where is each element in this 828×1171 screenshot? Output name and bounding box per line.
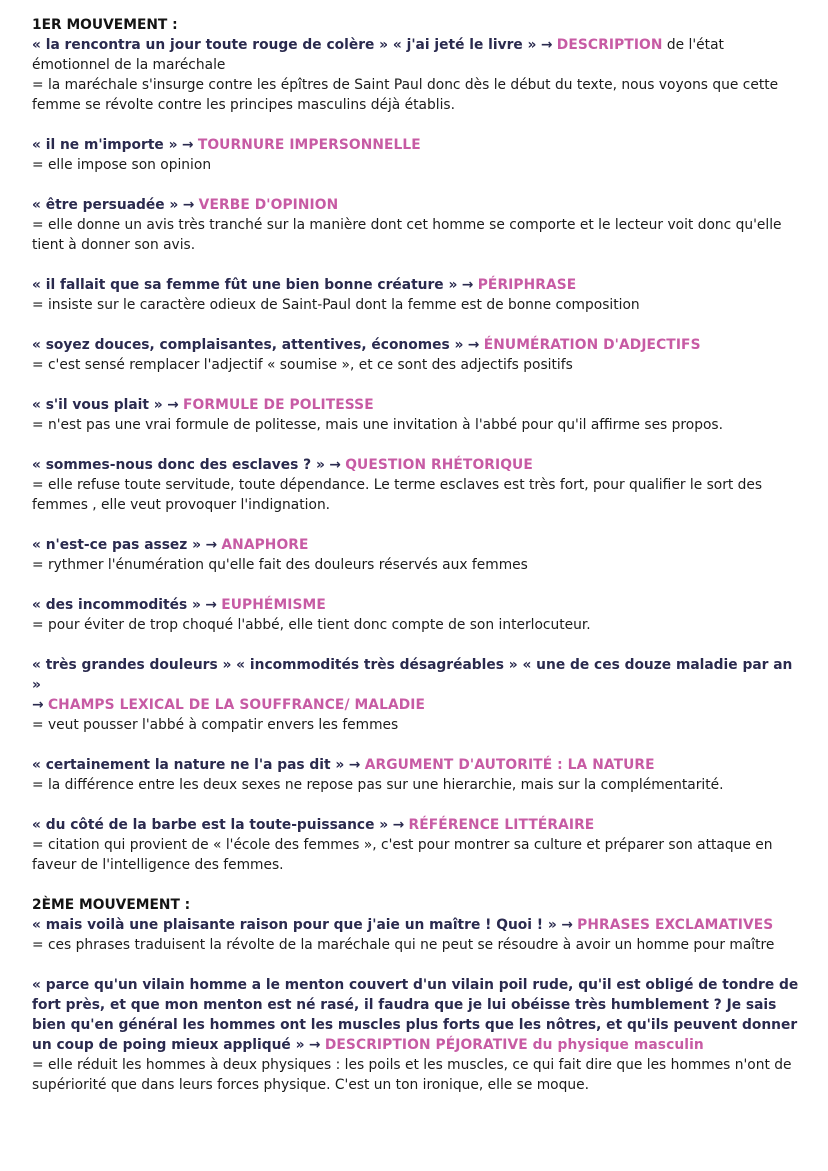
entry-label: QUESTION RHÉTORIQUE <box>345 457 533 473</box>
arrow-icon: → <box>348 757 361 773</box>
entry-quote: « mais voilà une plaisante raison pour que j'aie un maître ! Quoi ! » <box>32 917 557 933</box>
entry-explanation: = la maréchale s'insurge contre les épîtres de Saint Paul donc dès le début du texte, nous voyons que cette femme se révolte contre les principes masculins déjà établis. <box>32 77 779 113</box>
arrow-icon: → <box>467 337 480 353</box>
analysis-entry-8 <box>32 535 804 575</box>
analysis-entry-2 <box>32 135 804 175</box>
entry-quote: « parce qu'un vilain homme a le menton couvert d'un vilain poil rude, qu'il est obligé de tondre de fort près, et que mon menton est né rasé, il faudra que je lui obéisse très humblement ? Je sais bien qu'en général les hommes ont les muscles plus forts que les nôtres, et qu'ils peuvent donner un coup de poing mieux appliqué » <box>32 977 799 1053</box>
entry-explanation: = ces phrases traduisent la révolte de la maréchale qui ne peut se résoudre à avoir un homme pour maître <box>32 937 775 953</box>
movement-2-title: 2ÈME MOUVEMENT : <box>32 897 191 913</box>
entry-explanation: = c'est sensé remplacer l'adjectif « soumise », et ce sont des adjectifs positifs <box>32 357 573 373</box>
entry-label: TOURNURE IMPERSONNELLE <box>197 137 421 153</box>
analysis-entry-13 <box>32 915 804 955</box>
entry-quote: « très grandes douleurs » « incommodités très désagréables » « une de ces douze maladie par an » <box>32 657 793 693</box>
entry-quote: « s'il vous plait » <box>32 397 163 413</box>
entry-quote: « sommes-nous donc des esclaves ? » <box>32 457 325 473</box>
entry-label: ARGUMENT D'AUTORITÉ : LA NATURE <box>364 757 655 773</box>
entry-explanation: = elle réduit les hommes à deux physiques : les poils et les muscles, ce qui fait dire que les hommes n'ont de supériorité que dans leurs forces physique. C'est un ton ironique, elle se moque. <box>32 1057 792 1093</box>
entry-label: VERBE D'OPINION <box>198 197 339 213</box>
analysis-entry-9 <box>32 595 804 635</box>
arrow-icon: → <box>32 697 44 713</box>
movement-1-title: 1ER MOUVEMENT : <box>32 17 178 33</box>
arrow-icon: → <box>308 1037 321 1053</box>
entry-quote: « des incommodités » <box>32 597 201 613</box>
entry-label: FORMULE DE POLITESSE <box>183 397 374 413</box>
analysis-entry-6 <box>32 395 804 435</box>
entry-label: DESCRIPTION PÉJORATIVE du physique masculin <box>324 1037 704 1053</box>
entry-label: EUPHÉMISME <box>221 597 326 613</box>
entry-explanation: = pour éviter de trop choqué l'abbé, elle tient donc compte de son interlocuteur. <box>32 617 591 633</box>
entry-explanation: = elle refuse toute servitude, toute dépendance. Le terme esclaves est très fort, pour qualifier le sort des femmes , elle veut provoquer l'indignation. <box>32 477 763 513</box>
arrow-icon: → <box>205 597 217 613</box>
entry-explanation: = la différence entre les deux sexes ne repose pas sur une hierarchie, mais sur la complémentarité. <box>32 777 724 793</box>
entry-quote: « la rencontra un jour toute rouge de colère » « j'ai jeté le livre » <box>32 37 537 53</box>
entry-explanation: = elle donne un avis très tranché sur la manière dont cet homme se comporte et le lecteur voit donc qu'elle tient à donner son avis. <box>32 217 782 253</box>
arrow-icon: → <box>205 537 217 553</box>
arrow-icon: → <box>329 457 341 473</box>
analysis-entry-14 <box>32 975 804 1095</box>
entry-quote: « soyez douces, complaisantes, attentives, économes » <box>32 337 464 353</box>
entry-quote: « il ne m'importe » <box>32 137 178 153</box>
entry-label-suffix: de l'état émotionnel de la maréchale <box>32 37 724 73</box>
arrow-icon: → <box>540 37 553 53</box>
entry-label: ANAPHORE <box>221 537 309 553</box>
analysis-entry-12 <box>32 815 804 875</box>
entry-label: DESCRIPTION <box>556 37 663 53</box>
entry-label: ÉNUMÉRATION D'ADJECTIFS <box>483 337 701 353</box>
arrow-icon: → <box>461 277 474 293</box>
entry-label: PHRASES EXCLAMATIVES <box>577 917 774 933</box>
entry-quote: « être persuadée » <box>32 197 179 213</box>
entry-explanation: = insiste sur le caractère odieux de Saint-Paul dont la femme est de bonne composition <box>32 297 640 313</box>
entry-quote: « n'est-ce pas assez » <box>32 537 202 553</box>
entry-explanation: = elle impose son opinion <box>32 157 212 173</box>
entry-quote: « il fallait que sa femme fût une bien bonne créature » <box>32 277 458 293</box>
entry-quote: « certainement la nature ne l'a pas dit » <box>32 757 345 773</box>
analysis-entry-7 <box>32 455 804 515</box>
analysis-entry-3 <box>32 195 804 255</box>
analysis-entry-1 <box>32 35 804 115</box>
entry-label: RÉFÉRENCE LITTÉRAIRE <box>408 817 595 833</box>
entry-explanation: = rythmer l'énumération qu'elle fait des douleurs réservés aux femmes <box>32 557 528 573</box>
arrow-icon: → <box>167 397 179 413</box>
arrow-icon: → <box>182 197 195 213</box>
entry-label: CHAMPS LEXICAL DE LA SOUFFRANCE/ MALADIE <box>47 697 426 713</box>
analysis-entry-5 <box>32 335 804 375</box>
entry-explanation: = citation qui provient de « l'école des femmes », c'est pour montrer sa culture et préparer son attaque en faveur de l'intelligence des femmes. <box>32 837 773 873</box>
entry-explanation: = n'est pas une vrai formule de politesse, mais une invitation à l'abbé pour qu'il affirme ses propos. <box>32 417 723 433</box>
entry-label: PÉRIPHRASE <box>477 277 577 293</box>
entry-quote: « du côté de la barbe est la toute-puissance » <box>32 817 389 833</box>
analysis-entry-11 <box>32 755 804 795</box>
arrow-icon: → <box>561 917 573 933</box>
entry-explanation: = veut pousser l'abbé à compatir envers les femmes <box>32 717 399 733</box>
analysis-entry-4 <box>32 275 804 315</box>
arrow-icon: → <box>181 137 194 153</box>
analysis-entry-10 <box>32 655 804 735</box>
arrow-icon: → <box>392 817 405 833</box>
